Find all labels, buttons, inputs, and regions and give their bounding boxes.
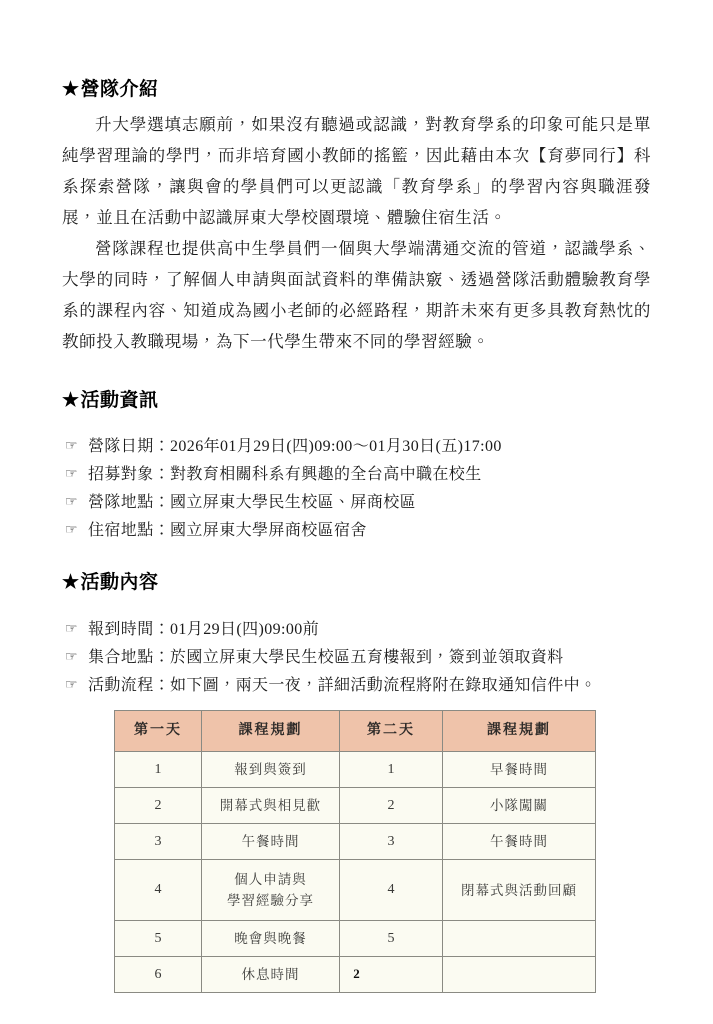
- cell-day1-number: 6: [115, 957, 202, 993]
- section-heading-intro-label: 營隊介紹: [80, 79, 159, 100]
- info-item-camp-date: 營隊日期：2026年01月29日(四)09:00～01月30日(五)17:00: [88, 438, 502, 456]
- section-heading-info: [62, 389, 651, 414]
- star-icon: ★: [62, 389, 80, 411]
- list-item: [62, 517, 651, 545]
- info-item-camp-location: 營隊地點：國立屏東大學民生校區、屏商校區: [88, 494, 417, 512]
- cell-line: 早餐時間: [490, 762, 548, 778]
- cell-line: 閉幕式與活動回顧: [461, 882, 577, 898]
- list-item: [62, 672, 651, 700]
- cell-day2-plan: [443, 788, 596, 824]
- cell-day2-plan: [443, 921, 596, 957]
- cell-day2-number: 4: [340, 860, 443, 921]
- pointing-hand-icon: ☞: [65, 650, 78, 666]
- cell-line: 休息時間: [241, 967, 300, 983]
- table-row: [115, 921, 596, 957]
- column-header-day1: 第一天: [115, 711, 202, 752]
- info-item-target-audience: 招募對象：對教育相關科系有興趣的全台高中職在校生: [88, 466, 482, 484]
- pointing-hand-icon: ☞: [65, 439, 78, 455]
- spacer: [62, 602, 651, 616]
- cell-line: 學習經驗分享: [227, 893, 314, 909]
- cell-day2-number: 1: [340, 752, 443, 788]
- cell-day1-number: 2: [115, 788, 202, 824]
- schedule-table: [114, 710, 596, 993]
- table-row: [115, 860, 596, 921]
- cell-day2-plan: [443, 752, 596, 788]
- list-item: [62, 433, 651, 461]
- cell-line: 小隊闖關: [490, 798, 548, 814]
- cell-day1-plan: [202, 788, 340, 824]
- column-header-day2-plan: 課程規劃: [443, 711, 596, 752]
- intro-paragraph-2: 營隊課程也提供高中生學員們一個與大學端溝通交流的管道，認識學系、大學的同時，了解個人申請與面試資料的準備訣竅、透過營隊活動體驗教育學系的課程內容、知道成為國小老師的必經路程，期許未來有更多具教育熱忱的教師投入教職現場，為下一代學生帶來不同的學習經驗。: [62, 238, 651, 351]
- star-icon: ★: [62, 572, 80, 594]
- cell-day1-number: 4: [115, 860, 202, 921]
- list-item: [62, 489, 651, 517]
- section-heading-info-label: 活動資訊: [80, 389, 159, 411]
- content-item-schedule-note: 活動流程：如下圖，兩天一夜，詳細活動流程將附在錄取通知信件中。: [88, 677, 597, 695]
- cell-day1-plan: [202, 921, 340, 957]
- pointing-hand-icon: ☞: [65, 467, 78, 483]
- spacer: [62, 367, 651, 389]
- table-row: [115, 788, 596, 824]
- cell-day2-number: 5: [340, 921, 443, 957]
- cell-line: 個人申請與: [234, 872, 307, 888]
- cell-day1-plan: [202, 752, 340, 788]
- cell-line: 午餐時間: [241, 834, 300, 850]
- table-row: [115, 824, 596, 860]
- list-item: [62, 616, 651, 644]
- cell-day2-plan: [443, 860, 596, 921]
- list-item: [62, 644, 651, 672]
- intro-paragraphs: [62, 109, 651, 357]
- content-item-checkin-time: 報到時間：01月29日(四)09:00前: [88, 621, 320, 639]
- section-heading-intro: [62, 78, 651, 103]
- table-row: [115, 752, 596, 788]
- page-number: 2: [353, 966, 360, 981]
- column-header-day1-plan: 課程規劃: [202, 711, 340, 752]
- cell-line: 開幕式與相見歡: [219, 798, 322, 814]
- schedule-table-head: [115, 711, 596, 752]
- cell-day1-number: 3: [115, 824, 202, 860]
- cell-day2-number: 2: [340, 788, 443, 824]
- schedule-table-body: [115, 752, 596, 993]
- list-item: [62, 461, 651, 489]
- spacer: [62, 419, 651, 433]
- cell-day1-plan: [202, 824, 340, 860]
- schedule-table-wrapper: [62, 710, 651, 993]
- cell-line: 午餐時間: [490, 834, 548, 850]
- pointing-hand-icon: ☞: [65, 523, 78, 539]
- info-item-accommodation: 住宿地點：國立屏東大學屏商校區宿舍: [88, 522, 367, 540]
- intro-paragraph-1: 升大學選填志願前，如果沒有聽過或認識，對教育學系的印象可能只是單純學習理論的學門，而非培育國小教師的搖籃，因此藉由本次【育夢同行】科系探索營隊，讓與會的學員們可以更認識「教育學系」的學習內容與職涯發展，並且在活動中認識屏東大學校園環境、體驗住宿生活。: [62, 114, 651, 227]
- pointing-hand-icon: ☞: [65, 622, 78, 638]
- cell-line: 報到與簽到: [234, 762, 307, 778]
- column-header-day2: 第二天: [340, 711, 443, 752]
- table-header-row: [115, 711, 596, 752]
- cell-day1-plan: [202, 860, 340, 921]
- star-icon: ★: [62, 78, 80, 100]
- cell-day1-number: 1: [115, 752, 202, 788]
- cell-day2-plan: [443, 824, 596, 860]
- cell-day1-number: 5: [115, 921, 202, 957]
- cell-day2-number: 3: [340, 824, 443, 860]
- pointing-hand-icon: ☞: [65, 678, 78, 694]
- pointing-hand-icon: ☞: [65, 495, 78, 511]
- spacer: [62, 545, 651, 571]
- cell-line: 晚會與晚餐: [234, 931, 307, 947]
- section-heading-content-label: 活動內容: [80, 572, 159, 594]
- info-bullet-list: [62, 433, 651, 545]
- section-heading-content: [62, 571, 651, 596]
- content-bullet-list: [62, 616, 651, 700]
- content-item-meeting-point: 集合地點：於國立屏東大學民生校區五育樓報到，簽到並領取資料: [88, 649, 564, 667]
